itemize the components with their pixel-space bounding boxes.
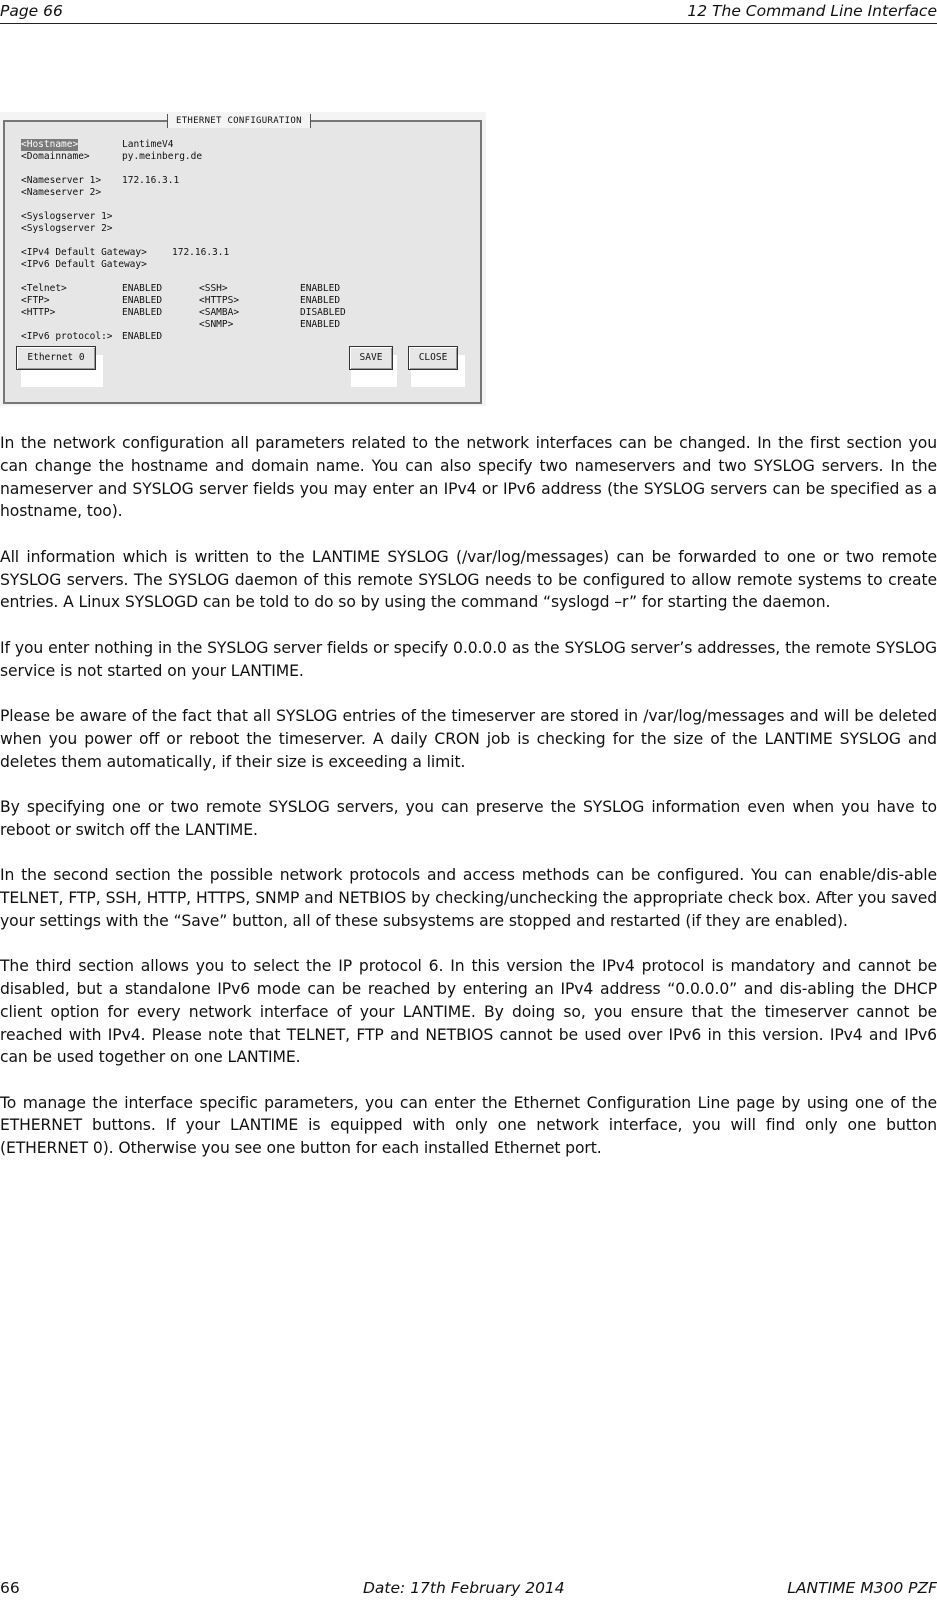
nameserver1-value: 172.16.3.1 bbox=[122, 175, 180, 186]
save-button[interactable]: SAVE bbox=[349, 346, 393, 370]
page-footer bbox=[0, 1578, 937, 1600]
paragraph-protocols: In the second section the possible network protocols and access methods can be configured. You can enable/dis-able TELNET, FTP, SSH, HTTP, HTTPS, SNMP and NETBIOS by checking/unchecking the appropriate check box. After you saved your settings with the “Save” button, all of these subsystems are stopped and restarted (if they are enabled). bbox=[0, 866, 937, 930]
telnet-value: ENABLED bbox=[122, 283, 163, 294]
footer-product: LANTIME M300 PZF bbox=[787, 1579, 937, 1597]
footer-page-number: 66 bbox=[0, 1579, 20, 1597]
paragraph-network-config: In the network configuration all parameters related to the network interfaces can be changed. In the first section you can change the hostname and domain name. You can also specify two nameservers and two SYSLOG servers. In the nameserver and SYSLOG server fields you may enter an IPv4 or IPv6 address (the SYSLOG servers can be specified as a hostname, too). bbox=[0, 434, 937, 521]
domainname-field[interactable]: <Domainname> bbox=[21, 151, 90, 162]
http-value: ENABLED bbox=[122, 307, 163, 318]
ssh-value: ENABLED bbox=[300, 283, 341, 294]
close-button[interactable]: CLOSE bbox=[408, 346, 458, 370]
snmp-value: ENABLED bbox=[300, 319, 341, 330]
ftp-value: ENABLED bbox=[122, 295, 163, 306]
ipv6-protocol-field[interactable]: <IPv6 protocol:> bbox=[21, 331, 113, 342]
page-header bbox=[0, 0, 937, 24]
ipv6-protocol-value: ENABLED bbox=[122, 331, 163, 342]
ssh-field[interactable]: <SSH> bbox=[199, 283, 228, 294]
paragraph-syslog-empty: If you enter nothing in the SYSLOG server fields or specify 0.0.0.0 as the SYSLOG server’s addresses, the remote SYSLOG service is not started on your LANTIME. bbox=[0, 638, 937, 680]
page-label: Page 66 bbox=[0, 2, 63, 20]
paragraph-ethernet-buttons: To manage the interface specific parameters, you can enter the Ethernet Configuration Line page by using one of the ETHERNET buttons. If your LANTIME is equipped with only one network interface, you will find only one button (ETHERNET 0). Otherwise you see one button for each installed Ethernet port. bbox=[0, 1093, 937, 1158]
https-value: ENABLED bbox=[300, 295, 341, 306]
ethernet-0-button[interactable]: Ethernet 0 bbox=[16, 346, 96, 370]
hostname-field[interactable]: <Hostname> bbox=[21, 139, 79, 150]
ipv4-gateway-field[interactable]: <IPv4 Default Gateway> bbox=[21, 247, 147, 258]
samba-field[interactable]: <SAMBA> bbox=[199, 307, 240, 318]
paragraph-ipv6: The third section allows you to select the IP protocol 6. In this version the IPv4 protocol is mandatory and cannot be disabled, but a standalone IPv6 mode can be reached by entering an IPv4 address “0.0.0.0” and dis-abling the DHCP client option for every network interface of your LANTIME. By doing so, you ensure that the timeserver cannot be reached with IPv4. Please note that TELNET, FTP and NETBIOS cannot be used over IPv6 in this version. IPv4 and IPv6 can be used together on one LANTIME. bbox=[0, 957, 937, 1067]
body-text bbox=[0, 432, 937, 1183]
footer-date: Date: 17th February 2014 bbox=[363, 1579, 565, 1597]
samba-value: DISABLED bbox=[300, 307, 346, 318]
config-frame bbox=[3, 116, 482, 404]
hostname-value: LantimeV4 bbox=[122, 139, 174, 150]
ipv4-gateway-value: 172.16.3.1 bbox=[172, 247, 230, 258]
syslog1-field[interactable]: <Syslogserver 1> bbox=[21, 211, 113, 222]
nameserver1-field[interactable]: <Nameserver 1> bbox=[21, 175, 102, 186]
telnet-field[interactable]: <Telnet> bbox=[21, 283, 67, 294]
http-field[interactable]: <HTTP> bbox=[21, 307, 56, 318]
paragraph-syslog-forwarding: All information which is written to the LANTIME SYSLOG (/var/log/messages) can be forwarded to one or two remote SYSLOG servers. The SYSLOG daemon of this remote SYSLOG needs to be configured to allow remote systems to create entries. A Linux SYSLOGD can be told to do so by using the command “syslogd –r” for starting the daemon. bbox=[0, 547, 937, 612]
syslog2-field[interactable]: <Syslogserver 2> bbox=[21, 223, 113, 234]
ethernet-config-screenshot bbox=[0, 112, 486, 406]
chapter-title: 12 The Command Line Interface bbox=[687, 2, 937, 20]
paragraph-remote-syslog: By specifying one or two remote SYSLOG servers, you can preserve the SYSLOG information even when you have to reboot or switch off the LANTIME. bbox=[0, 797, 937, 839]
domainname-value: py.meinberg.de bbox=[122, 151, 203, 162]
nameserver2-field[interactable]: <Nameserver 2> bbox=[21, 187, 102, 198]
https-field[interactable]: <HTTPS> bbox=[199, 295, 240, 306]
config-frame-title: ETHERNET CONFIGURATION bbox=[167, 114, 311, 128]
ipv6-gateway-field[interactable]: <IPv6 Default Gateway> bbox=[21, 259, 147, 270]
paragraph-syslog-storage: Please be aware of the fact that all SYSLOG entries of the timeserver are stored in /var/log/messages and will be deleted when you power off or reboot the timeserver. A daily CRON job is checking for the size of the LANTIME SYSLOG and deletes them automatically, if their size is exceeding a limit. bbox=[0, 706, 937, 771]
snmp-field[interactable]: <SNMP> bbox=[199, 319, 234, 330]
ftp-field[interactable]: <FTP> bbox=[21, 295, 50, 306]
